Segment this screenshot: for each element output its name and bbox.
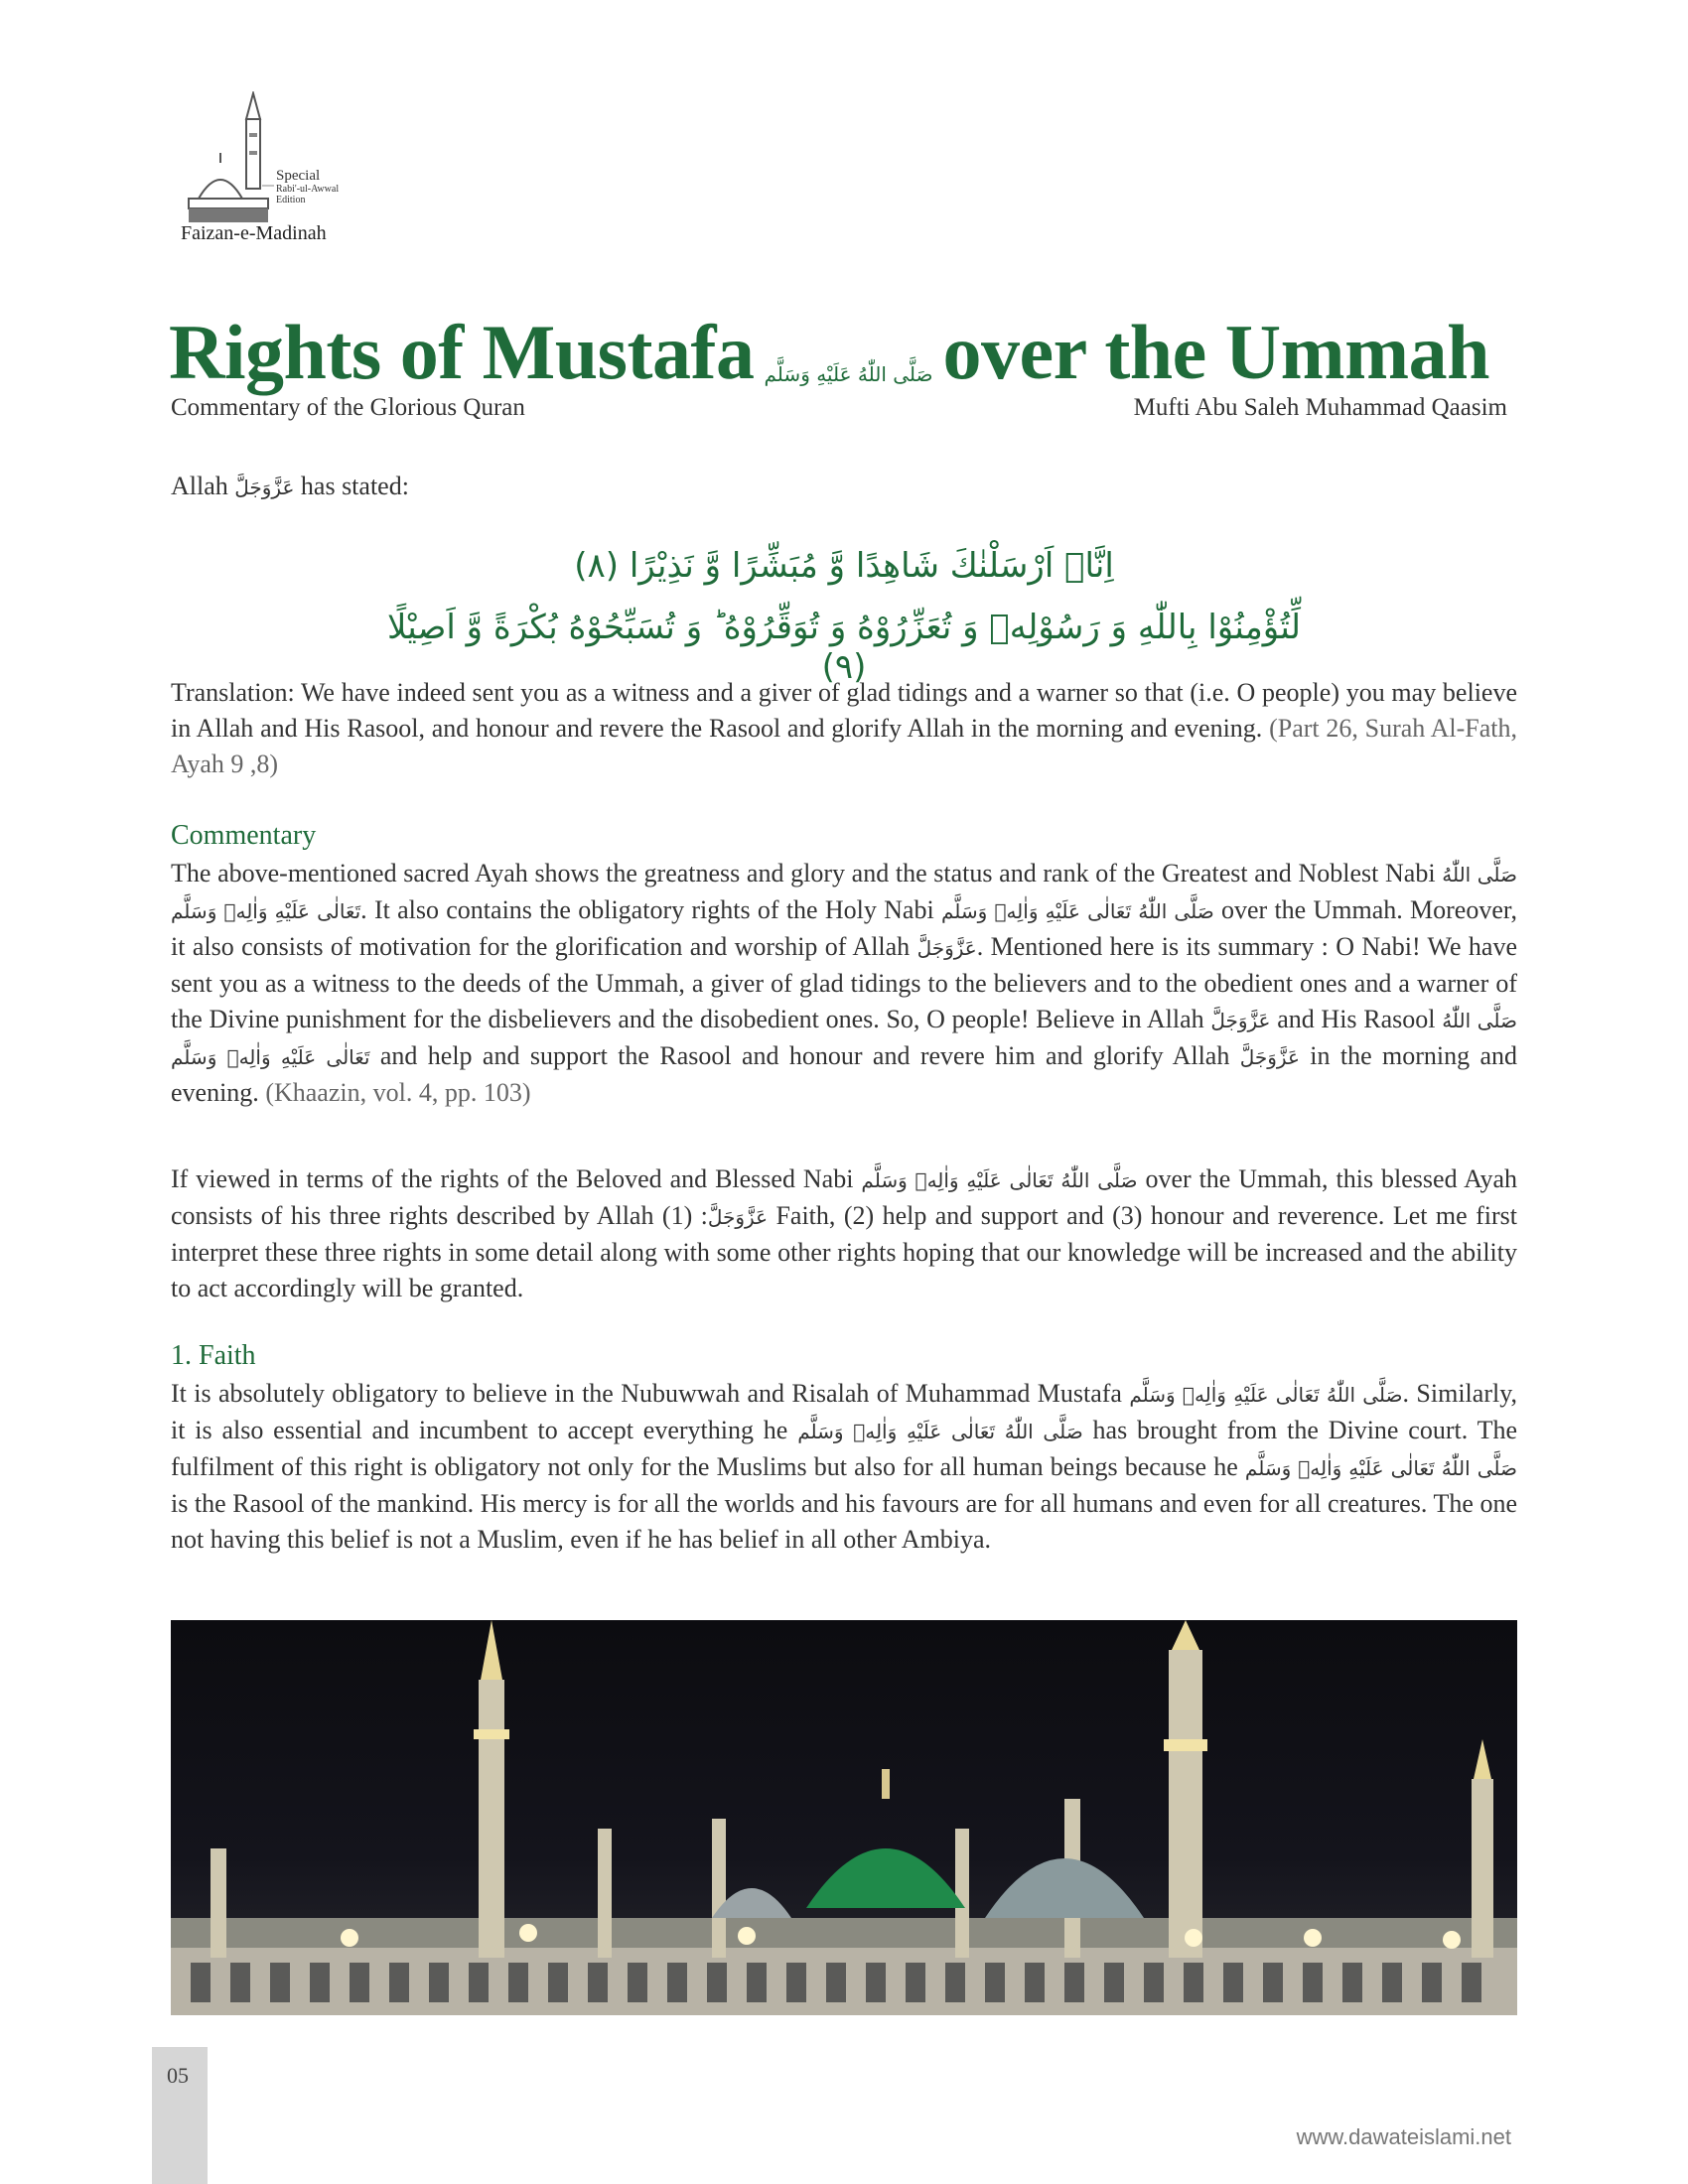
p1-text-g: in the morning and evening. (171, 1041, 1518, 1107)
azza-4: عَزَّوَجَلَّ (707, 1205, 769, 1229)
translation-reference: (Part 26, Surah Al-Fath, Ayah 9 ,8) (171, 714, 1517, 778)
quran-verse-line1: اِنَّاۤ اَرْسَلْنٰكَ شَاهِدًا وَّ مُبَشِّرًا وَّ نَذِیْرًا (۸) (574, 546, 1114, 586)
p2-text-a: If viewed in terms of the rights of the Beloved and Blessed Nabi (171, 1164, 854, 1193)
salawat-7: صَلَّى اللّٰهُ تَعَالٰى عَلَيْهِ وَاٰلِهٖ وَسَلَّم (1244, 1456, 1517, 1480)
commentary-paragraph-1 (171, 856, 1517, 1111)
p1-reference: (Khaazin, vol. 4, pp. 103) (265, 1078, 531, 1107)
salawat-6: صَلَّى اللّٰهُ تَعَالٰى عَلَيْهِ وَاٰلِهٖ وَسَلَّم (797, 1420, 1083, 1443)
magazine-name: Faizan-e-Madinah (181, 222, 327, 244)
p1-text-b: . It also contains the obligatory rights of the Holy Nabi (360, 895, 934, 924)
salawat-3: صَلَّى اللّٰهُ تَعَالٰى عَلَيْهِ وَاٰلِهٖ وَسَلَّم (171, 1009, 1518, 1069)
article-subtitle: Commentary of the Glorious Quran (171, 394, 525, 421)
azza-3: عَزَّوَجَلَّ (1239, 1045, 1300, 1069)
footer-website-link[interactable]: www.dawateislami.net (1296, 2124, 1511, 2149)
mosque-illustration-icon (171, 1620, 1517, 2015)
salawat-2: صَلَّى اللّٰهُ تَعَالٰى عَلَيْهِ وَاٰلِهٖ وَسَلَّم (940, 899, 1214, 923)
intro-stated: has stated: (300, 472, 409, 500)
intro-allah: Allah (171, 472, 228, 500)
quran-verse-line2: لِّتُؤْمِنُوْا بِاللّٰهِ وَ رَسُوْلِهٖ وَ تُعَزِّرُوْهُ وَ تُوَقِّرُوْهُ ؕ وَ تُسَبِّحُوْهُ بُكْرَةً وَّ اَصِیْلًا (۹) (387, 608, 1301, 687)
logo-edition-text: Edition (276, 195, 306, 205)
commentary-paragraph-2 (171, 1161, 1517, 1306)
title-salutation: صَلَّى اللّٰهُ عَلَيْهِ وَسَلَّم (764, 362, 933, 386)
p2-text-c: : (1) Faith, (2) help and support and (3) honour and reverence. Let me first interpret these three rights in some detail along with some other rights hoping that our knowledge will be increased and the ability to act accordingly will be granted. (171, 1201, 1518, 1302)
faith-text-a: It is absolutely obligatory to believe in the Nubuwwah and Risalah of Muhammad Mustafa (171, 1379, 1122, 1408)
p2-text-b: over the Ummah, this blessed Ayah consists of his three rights described by Allah (171, 1164, 1518, 1230)
title-part1: Rights of Mustafa (169, 309, 755, 395)
intro-azza: عَزَّوَجَلَّ (234, 476, 295, 499)
title-part2: over the Ummah (942, 309, 1489, 395)
article-author: Mufti Abu Saleh Muhammad Qaasim (1133, 394, 1507, 421)
faith-text-c: has brought from the Divine court. The fulfilment of this right is obligatory not only for the Muslims but also for all human beings because he (171, 1416, 1518, 1481)
logo-special-text: Special (276, 168, 321, 184)
logo-month-text: Rabi'-ul-Awwal (276, 184, 340, 195)
faith-heading: 1. Faith (171, 1340, 256, 1371)
intro-line (171, 472, 409, 501)
salawat-1: صَلَّى اللّٰهُ تَعَالٰى عَلَيْهِ وَاٰلِهٖ وَسَلَّم (171, 863, 1518, 923)
azza-2: عَزَّوَجَلَّ (1210, 1009, 1271, 1032)
translation-text: Translation: We have indeed sent you as a witness and a giver of glad tidings and a warner so that (i.e. O people) you may believe in Allah and His Rasool, and honour and revere the Rasool and glorify Allah in the morning and evening. (171, 678, 1517, 743)
salawat-5: صَلَّى اللّٰهُ تَعَالٰى عَلَيْهِ وَاٰلِهٖ وَسَلَّم (1129, 1383, 1403, 1407)
faith-text-d: is the Rasool of the mankind. His mercy is for all the worlds and his favours are for all humans and even for all creatures. The one not having this belief is not a Muslim, even if he has belief in all other Ambiya. (171, 1489, 1517, 1554)
mosque-photo (171, 1620, 1517, 2015)
p1-text-f: and help and support the Rasool and honour and revere him and glorify Allah (379, 1041, 1230, 1070)
azza-1: عَزَّوَجَلَّ (916, 936, 977, 960)
p1-text-e: and His Rasool (1277, 1005, 1436, 1033)
faith-paragraph (171, 1376, 1517, 1558)
faith-text-b: . Similarly, it is also essential and incumbent to accept everything he (171, 1379, 1518, 1444)
p1-text-d: . Mentioned here is its summary : O Nabi! We have sent you as a witness to the deeds of the Ummah, a giver of glad tidings to the believers and to the obedient ones and a warner of the Divine punishment for the disbelievers and the disobedient ones. So, O people! Believe in Allah (171, 932, 1517, 1033)
translation-paragraph (171, 675, 1517, 782)
p1-text-a: The above-mentioned sacred Ayah shows the greatness and glory and the status and rank of the Greatest and Noblest Nabi (171, 859, 1436, 887)
p1-text-c: over the Ummah. Moreover, it also consists of motivation for the glorification and worship of Allah (171, 895, 1518, 961)
commentary-heading: Commentary (171, 820, 317, 851)
salawat-4: صَلَّى اللّٰهُ تَعَالٰى عَلَيْهِ وَاٰلِهٖ وَسَلَّم (861, 1168, 1138, 1192)
logo-edition-label (276, 169, 339, 205)
page-number: 05 (167, 2063, 189, 2088)
